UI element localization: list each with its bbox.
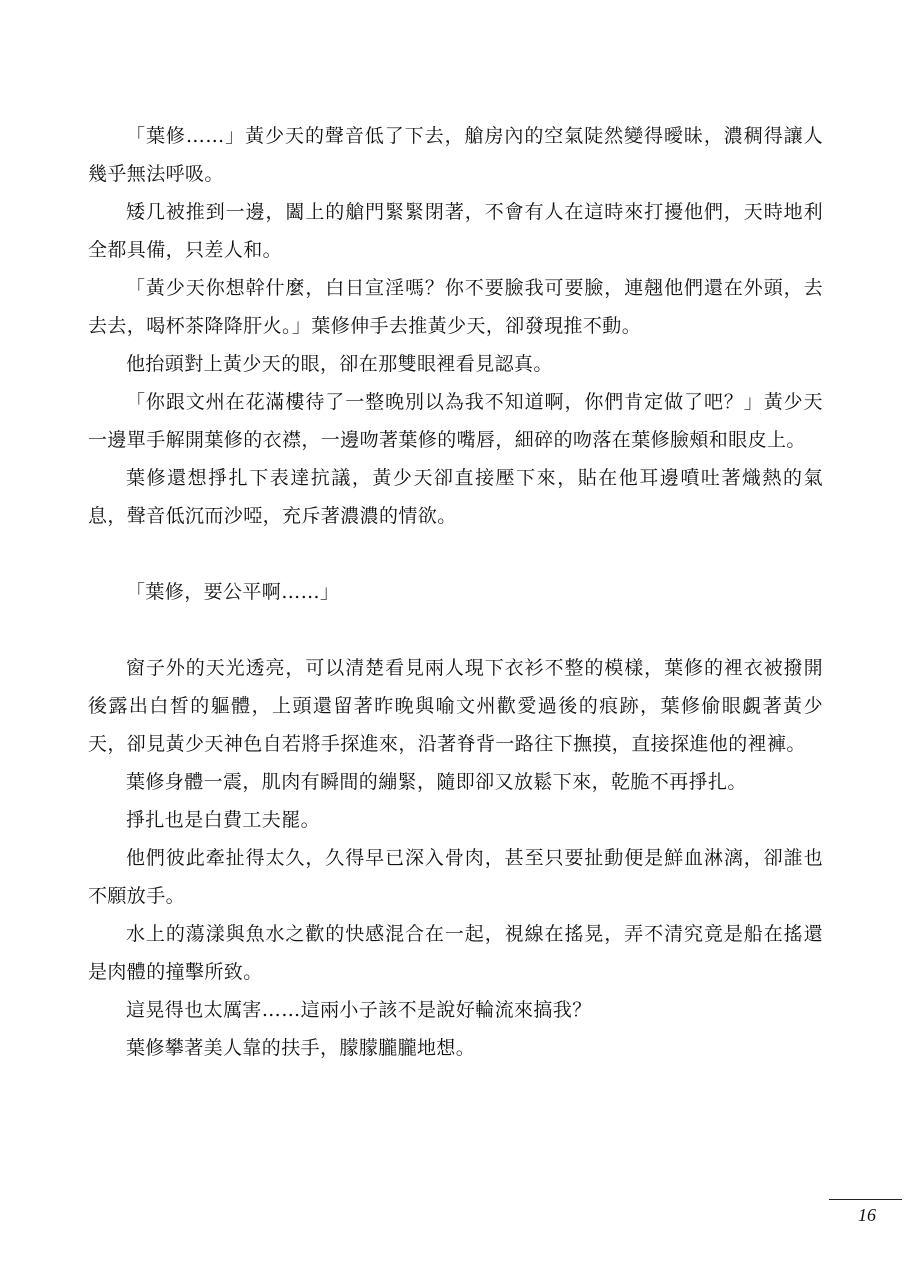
paragraph-13: 這晃得也太厲害……這兩小子該不是說好輪流來搞我？: [126, 999, 592, 1021]
section-spacer: [88, 535, 823, 573]
paragraph-8: 窗子外的天光透亮，可以清楚看見兩人現下衣衫不整的模樣，葉修的裡衣被撥開後露出白皙的軀體，上頭還留著昨晚與喻文州歡愛過後的痕跡，葉修偷眼覷著黃少天，卻見黃少天神色自若將手探進來，沿著脊背一路往下撫摸，直接探進他的裡褲。: [88, 657, 823, 755]
page-number: 16: [858, 1205, 876, 1225]
footer-divider: [829, 1199, 902, 1200]
body-text: [88, 117, 823, 1067]
paragraph-6: 葉修還想掙扎下表達抗議，黃少天卻直接壓下來，貼在他耳邊噴吐著熾熱的氣息，聲音低沉而沙啞，充斥著濃濃的情欲。: [88, 467, 823, 527]
paragraph-14: 葉修攀著美人靠的扶手，朦朦朧朧地想。: [126, 1037, 476, 1059]
section-spacer: [88, 611, 823, 649]
paragraph-9: 葉修身體一震，肌肉有瞬間的繃緊，隨即卻又放鬆下來，乾脆不再掙扎。: [126, 771, 747, 793]
paragraph-5: 「你跟文州在花滿樓待了一整晚別以為我不知道啊，你們肯定做了吧？」黃少天一邊單手解開葉修的衣襟，一邊吻著葉修的嘴唇，細碎的吻落在葉修臉頰和眼皮上。: [88, 391, 823, 451]
paragraph-1: 「葉修……」黃少天的聲音低了下去，艙房內的空氣陡然變得曖昧，濃稠得讓人幾乎無法呼吸。: [88, 125, 823, 185]
paragraph-12: 水上的蕩漾與魚水之歡的快感混合在一起，視線在搖晃，弄不清究竟是船在搖還是肉體的撞擊所致。: [88, 923, 823, 983]
paragraph-10: 掙扎也是白費工夫罷。: [126, 809, 321, 831]
paragraph-7: 「葉修，要公平啊……」: [126, 581, 340, 603]
paragraph-3: 「黃少天你想幹什麼，白日宣淫嗎？你不要臉我可要臉，連翹他們還在外頭，去去去，喝杯茶降降肝火。」葉修伸手去推黃少天，卻發現推不動。: [88, 277, 823, 337]
paragraph-11: 他們彼此牽扯得太久，久得早已深入骨肉，甚至只要扯動便是鮮血淋漓，卻誰也不願放手。: [88, 847, 823, 907]
paragraph-2: 矮几被推到一邊，闔上的艙門緊緊閉著，不會有人在這時來打擾他們，天時地利全都具備，只差人和。: [88, 201, 823, 261]
paragraph-4: 他抬頭對上黃少天的眼，卻在那雙眼裡看見認真。: [126, 353, 553, 375]
